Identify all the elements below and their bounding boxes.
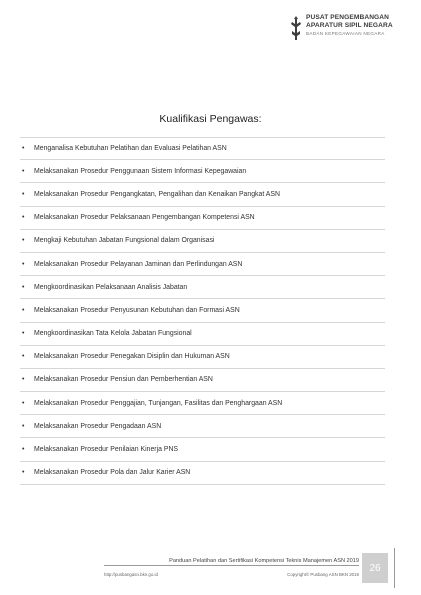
list-item-text: Melaksanakan Prosedur Pelayanan Jaminan dan Perlindungan ASN (34, 260, 243, 268)
logo-text (306, 14, 393, 37)
bullet-icon: • (22, 330, 25, 338)
logo-line-1: PUSAT PENGEMBANGAN (306, 14, 390, 21)
bullet-icon: • (22, 422, 25, 430)
bullet-icon: • (22, 306, 25, 314)
list-item-text: Melaksanakan Prosedur Pengadaan ASN (34, 422, 162, 430)
bullet-icon: • (22, 283, 25, 291)
list-item-text: Mengkoordinasikan Tata Kelola Jabatan Fungsional (34, 330, 192, 338)
list-item (20, 392, 385, 415)
list-item (20, 462, 385, 485)
bullet-icon: • (22, 399, 25, 407)
page-number-box (362, 553, 388, 583)
bullet-icon: • (22, 353, 25, 361)
list-item-text: Melaksanakan Prosedur Penggunaan Sistem Informasi Kepegawaian (34, 167, 247, 175)
list-item-text: Melaksanakan Prosedur Penyusunan Kebutuhan dan Formasi ASN (34, 306, 240, 314)
list-item (20, 253, 385, 276)
bullet-icon: • (22, 260, 25, 268)
bullet-icon: • (22, 376, 25, 384)
section-title: Kualifikasi Pengawas: (159, 113, 262, 125)
list-item (20, 323, 385, 346)
bullet-icon: • (22, 167, 25, 175)
bullet-icon: • (22, 190, 25, 198)
list-item-text: Melaksanakan Prosedur Pengangkatan, Pengalihan dan Kenaikan Pangkat ASN (34, 190, 280, 198)
list-item (20, 183, 385, 206)
list-item-text: Melaksanakan Prosedur Pensiun dan Pemberhentian ASN (34, 376, 213, 384)
list-item-text: Mengkaji Kebutuhan Jabatan Fungsional dalam Organisasi (34, 237, 215, 245)
list-item-text: Menganalisa Kebutuhan Pelatihan dan Evaluasi Pelatihan ASN (34, 145, 227, 153)
page-divider (394, 548, 395, 588)
qualification-list (20, 137, 385, 485)
list-item (20, 276, 385, 299)
list-item (20, 299, 385, 322)
garuda-emblem-icon (289, 15, 303, 41)
list-item-text: Melaksanakan Prosedur Pelaksanaan Pengembangan Kompetensi ASN (34, 214, 255, 222)
list-item (20, 369, 385, 392)
bullet-icon: • (22, 469, 25, 477)
footer-copyright: Copyright© Pusbang ASN BKN 2019 (287, 572, 359, 577)
logo (289, 14, 414, 48)
list-item-text: Melaksanakan Prosedur Pola dan Jalur Karier ASN (34, 469, 191, 477)
list-item-text: Mengkoordinasikan Pelaksanaan Analisis Jabatan (34, 283, 188, 291)
list-item-text: Melaksanakan Prosedur Penggajian, Tunjangan, Fasilitas dan Penghargaan ASN (34, 399, 283, 407)
page-number: 26 (369, 562, 381, 574)
list-item (20, 160, 385, 183)
bullet-icon: • (22, 237, 25, 245)
footer-divider (104, 565, 359, 566)
footer-document-title: Panduan Pelatihan dan Sertifikasi Kompetensi Teknis Manajemen ASN 2019 (169, 558, 359, 564)
list-item (20, 137, 385, 160)
list-item (20, 207, 385, 230)
footer-website: http://pusbangasn.bkn.go.id (104, 572, 158, 577)
list-item (20, 438, 385, 461)
logo-line-2: APARATUR SIPIL NEGARA (306, 22, 393, 29)
list-item-text: Melaksanakan Prosedur Penilaian Kinerja PNS (34, 446, 179, 454)
bullet-icon: • (22, 145, 25, 153)
list-item-text: Melaksanakan Prosedur Penegakan Disiplin dan Hukuman ASN (34, 353, 230, 361)
bullet-icon: • (22, 214, 25, 222)
list-item (20, 346, 385, 369)
logo-line-3: BADAN KEPEGAWAIAN NEGARA (306, 31, 385, 36)
list-item (20, 415, 385, 438)
bullet-icon: • (22, 446, 25, 454)
list-item (20, 230, 385, 253)
